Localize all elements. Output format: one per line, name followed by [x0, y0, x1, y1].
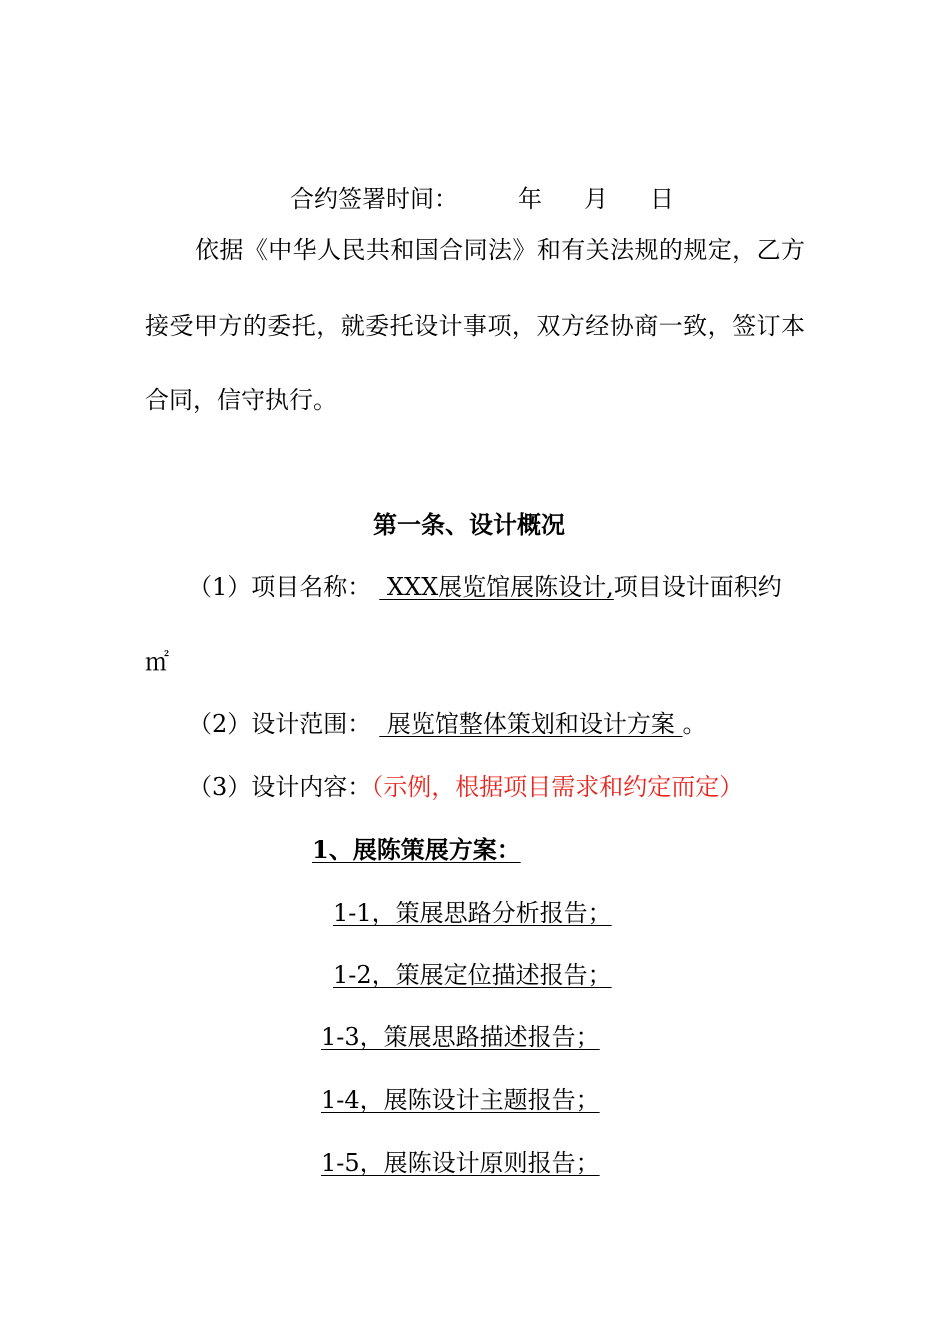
intro-line-2-text: 接受甲方的委托，就委托设计事项，双方经协商一致，签订本: [145, 312, 805, 340]
sign-day: 日: [650, 185, 674, 213]
intro-line-3-text: 合同，信守执行。: [145, 386, 337, 414]
sign-year: 年: [518, 185, 542, 213]
project-name-row: [188, 571, 782, 603]
list-item: 1-4，展陈设计主题报告；: [321, 1086, 600, 1114]
design-content-label: （3）设计内容：: [188, 773, 372, 801]
list-item: 1-2，策展定位描述报告；: [333, 961, 612, 989]
intro-line-1-text: 依据《中华人民共和国合同法》和有关法规的规定，乙方: [195, 236, 805, 264]
intro-paragraph-line-3: [145, 384, 337, 416]
design-scope-tail: 。: [682, 710, 707, 738]
sign-month: 月: [584, 185, 608, 213]
sign-time-label: 合约签署时间：: [290, 185, 458, 213]
design-scope-row: [188, 708, 707, 740]
area-unit: ㎡: [145, 648, 169, 676]
project-name-label: （1）项目名称：: [188, 573, 372, 601]
sign-time-row: [290, 183, 674, 215]
section-title: 第一条、设计概况: [373, 510, 565, 539]
design-scope-value: 展览馆整体策划和设计方案: [379, 710, 683, 738]
design-content-note: （示例，根据项目需求和约定而定）: [371, 773, 744, 801]
design-scope-label: （2）设计范围：: [188, 710, 372, 738]
list-item: 1-5，展陈设计原则报告；: [321, 1149, 600, 1177]
project-name-tail: 项目设计面积约: [613, 573, 782, 601]
subsection-title: 1、展陈策展方案：: [312, 835, 521, 864]
list-item: 1-1，策展思路分析报告；: [333, 899, 612, 927]
project-name-value: XXX展览馆展陈设计,: [379, 573, 614, 601]
intro-paragraph-line-1: [195, 234, 805, 266]
design-content-row: [188, 771, 743, 803]
list-item: 1-3，策展思路描述报告；: [321, 1023, 600, 1051]
intro-paragraph-line-2: [145, 310, 805, 342]
